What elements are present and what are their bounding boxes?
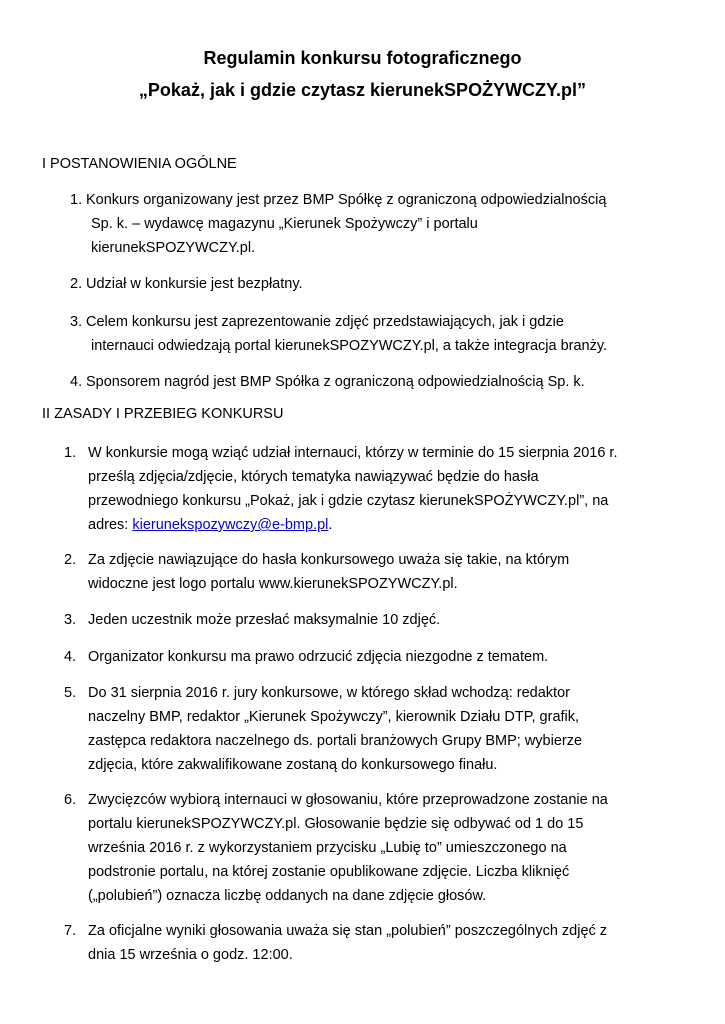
- item-number: 6.: [64, 792, 77, 808]
- address-suffix: .: [328, 517, 333, 533]
- item-text-line: Udział w konkursie jest bezpłatny.: [86, 276, 303, 292]
- item-text-line: W konkursie mogą wziąć udział internauci, którzy w terminie do 15 sierpnia 2016 r.: [88, 445, 618, 461]
- item-text-line: przewodniego konkursu „Pokaż, jak i gdzie czytasz kierunekSPOŻYWCZY.pl”, na: [88, 493, 609, 509]
- item-number: 2.: [64, 552, 77, 568]
- item-text-line: Zwycięzców wybiorą internauci w głosowaniu, które przeprowadzone zostanie na: [88, 792, 608, 808]
- section-heading-rules: II ZASADY I PRZEBIEG KONKURSU: [42, 406, 284, 422]
- list-item: [70, 188, 670, 260]
- item-number: 1.: [70, 192, 83, 208]
- section-heading-general: I POSTANOWIENIA OGÓLNE: [42, 156, 237, 172]
- email-link[interactable]: kierunekspozywczy@e-bmp.pl: [132, 517, 329, 533]
- item-text-line: kierunekSPOZYWCZY.pl.: [91, 240, 256, 256]
- document-title: Regulamin konkursu fotograficznego: [203, 48, 522, 68]
- item-text-line: Sp. k. – wydawcę magazynu „Kierunek Spożywczy” i portalu: [91, 216, 478, 232]
- item-text-line: Konkurs organizowany jest przez BMP Spółkę z ograniczoną odpowiedzialnością: [86, 192, 607, 208]
- list-item: [70, 272, 670, 296]
- item-number: 2.: [70, 276, 83, 292]
- item-number: 7.: [64, 923, 77, 939]
- item-number: 3.: [70, 314, 83, 330]
- item-text-line: Celem konkursu jest zaprezentowanie zdjęć przedstawiających, jak i gdzie: [86, 314, 564, 330]
- item-number: 4.: [70, 374, 83, 390]
- item-text-line: Za oficjalne wyniki głosowania uważa się stan „polubień” poszczególnych zdjęć z: [88, 923, 608, 939]
- item-text-line: zdjęcia, które zakwalifikowane zostaną do konkursowego finału.: [88, 757, 498, 773]
- item-number: 4.: [64, 649, 77, 665]
- list-item: [70, 310, 670, 358]
- item-text-line: podstronie portalu, na której zostanie opublikowane zdjęcie. Liczba kliknięć: [88, 864, 570, 880]
- document-subtitle: „Pokaż, jak i gdzie czytasz kierunekSPOŻYWCZY.pl”: [138, 80, 587, 100]
- item-number: 5.: [64, 685, 77, 701]
- item-text-line: Organizator konkursu ma prawo odrzucić zdjęcia niezgodne z tematem.: [88, 649, 549, 665]
- item-text-line: portalu kierunekSPOZYWCZY.pl. Głosowanie będzie się odbywać od 1 do 15: [88, 816, 584, 832]
- list-item: [70, 370, 670, 394]
- item-text-line: Do 31 sierpnia 2016 r. jury konkursowe, w którego skład wchodzą: redaktor: [88, 685, 570, 701]
- item-text-line: internauci odwiedzają portal kierunekSPOZYWCZY.pl, a także integracja branży.: [91, 338, 608, 354]
- item-text-line: („polubień”) oznacza liczbę oddanych na dane zdjęcie głosów.: [88, 888, 487, 904]
- item-text-line: zastępca redaktora naczelnego ds. portali branżowych Grupy BMP; wybierze: [88, 733, 583, 749]
- address-label: adres:: [88, 517, 133, 533]
- item-text-line: naczelny BMP, redaktor „Kierunek Spożywczy”, kierownik Działu DTP, grafik,: [88, 709, 580, 725]
- item-number: 3.: [64, 612, 77, 628]
- item-text-line: prześlą zdjęcia/zdjęcie, których tematyka nawiązywać będzie do hasła: [88, 469, 539, 485]
- item-text-line: Za zdjęcie nawiązujące do hasła konkursowego uważa się takie, na którym: [88, 552, 570, 568]
- item-text-line: Jeden uczestnik może przesłać maksymalnie 10 zdjęć.: [88, 612, 441, 628]
- item-text-line: [88, 513, 618, 537]
- item-text-line: Sponsorem nagród jest BMP Spółka z ograniczoną odpowiedzialnością Sp. k.: [86, 374, 585, 390]
- item-number: 1.: [64, 445, 77, 461]
- item-text-line: września 2016 r. z wykorzystaniem przycisku „Lubię to” umieszczonego na: [88, 840, 567, 856]
- item-text-line: widoczne jest logo portalu www.kierunekSPOZYWCZY.pl.: [88, 576, 458, 592]
- item-text-line: dnia 15 września o godz. 12:00.: [88, 947, 293, 963]
